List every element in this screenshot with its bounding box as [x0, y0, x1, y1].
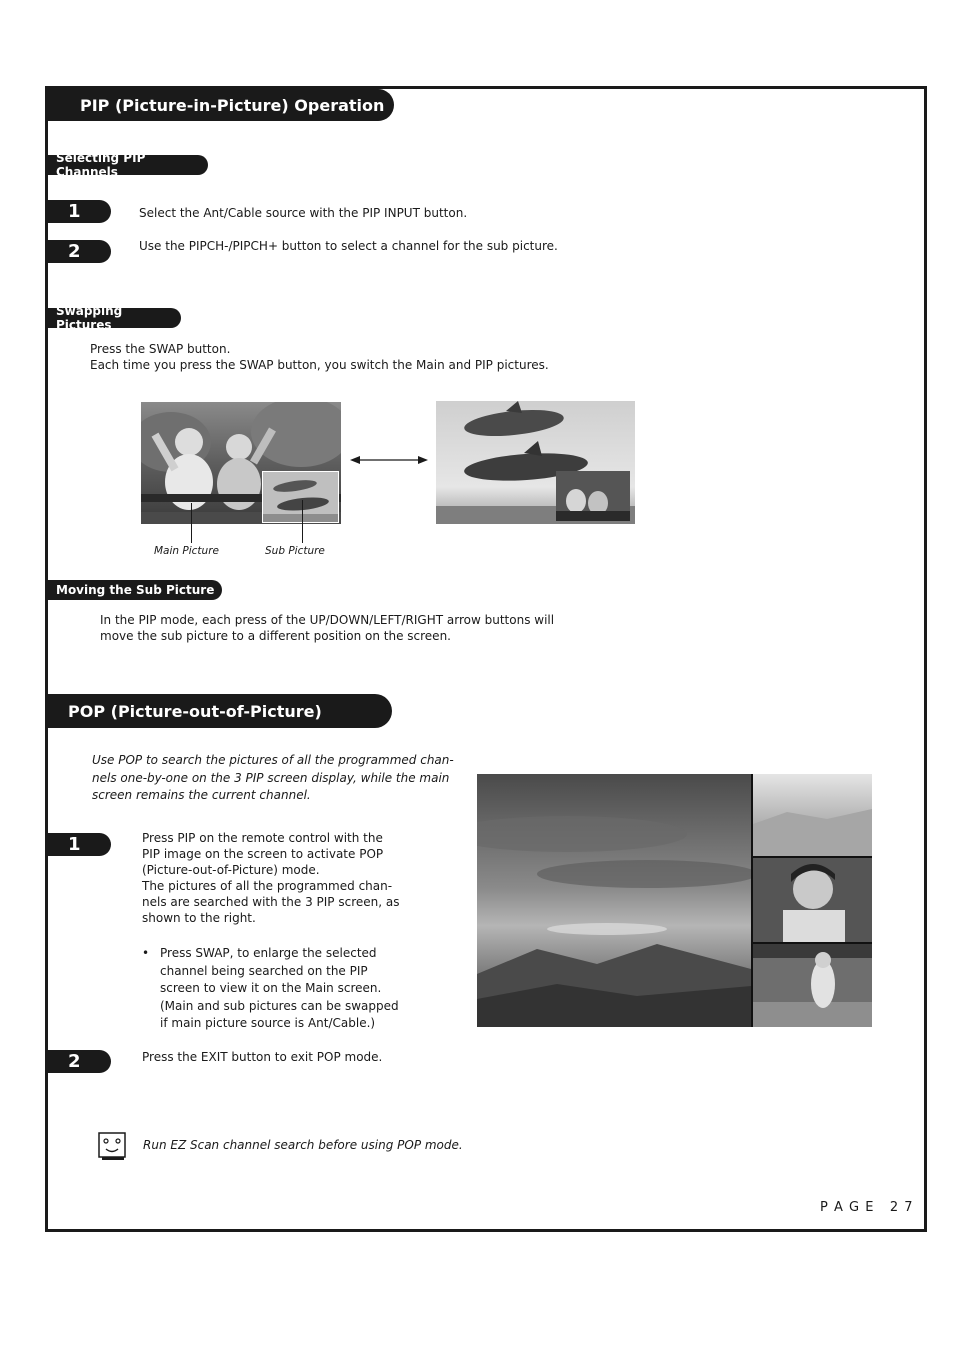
pop-step-1-text: Press PIP on the remote control with the PIP image on the screen to activate POP (Picture-out-of-Picture) mode. The pictures of all the programmed chan- nels are searched with the 3 PIP screen, as shown to the right. [142, 831, 400, 925]
step-badge-1: 1 [48, 200, 111, 223]
pop-section-header [48, 694, 392, 728]
note-face-icon [98, 1132, 128, 1162]
step-badge-2: 2 [48, 240, 111, 263]
pop-step-2-text: Press the EXIT button to exit POP mode. [142, 1050, 383, 1064]
kids-inset-graphic [556, 471, 630, 521]
page-number: P A G E 2 7 [820, 1200, 914, 1215]
swapped-main-picture-image [436, 401, 635, 524]
pip-section-title: PIP (Picture-in-Picture) Operation [80, 95, 385, 115]
swapping-text-2: Each time you press the SWAP button, you switch the Main and PIP pictures. [90, 358, 549, 372]
swapping-pictures-heading: Swapping Pictures [48, 308, 181, 328]
pop-screen-graphic [477, 774, 872, 1027]
pop-step-1-bullet: • Press SWAP, to enlarge the selected channel being searched on the PIP screen to view it on the Main screen. (Main and sub pictures can be swapped if main picture source is Ant/Cable.) [142, 946, 399, 1030]
selecting-pip-heading: Selecting PIP Channels [48, 155, 208, 175]
pop-section-title: POP (Picture-out-of-Picture) [68, 701, 322, 721]
main-picture-pointer [191, 503, 192, 543]
swapping-text-1: Press the SWAP button. [90, 342, 231, 356]
moving-text-2: move the sub picture to a different position on the screen. [100, 629, 451, 643]
swapped-sub-picture-inset [556, 471, 630, 521]
moving-sub-picture-heading: Moving the Sub Picture [48, 580, 222, 600]
pop-note-text: Run EZ Scan channel search before using POP mode. [143, 1138, 463, 1152]
pop-screen-image [477, 774, 872, 1027]
pop-intro: Use POP to search the pictures of all the programmed chan- nels one-by-one on the 3 PIP screen display, while the main screen remains the current channel. [92, 753, 454, 802]
selecting-step-2-text: Use the PIPCH-/PIPCH+ button to select a channel for the sub picture. [139, 239, 558, 253]
sub-picture-caption: Sub Picture [265, 545, 325, 557]
pop-step-badge-1: 1 [48, 833, 111, 856]
sub-picture-inset [262, 471, 339, 523]
pop-step-badge-2: 2 [48, 1050, 111, 1073]
swap-arrow-icon [350, 454, 428, 466]
moving-text-1: In the PIP mode, each press of the UP/DOWN/LEFT/RIGHT arrow buttons will [100, 613, 555, 627]
main-picture-caption: Main Picture [154, 545, 219, 557]
selecting-step-1-text: Select the Ant/Cable source with the PIP INPUT button. [139, 206, 468, 220]
main-picture-image [141, 402, 341, 524]
dolphin-inset-graphic [263, 472, 338, 522]
pip-section-header [48, 89, 394, 121]
sub-picture-pointer [302, 500, 303, 543]
